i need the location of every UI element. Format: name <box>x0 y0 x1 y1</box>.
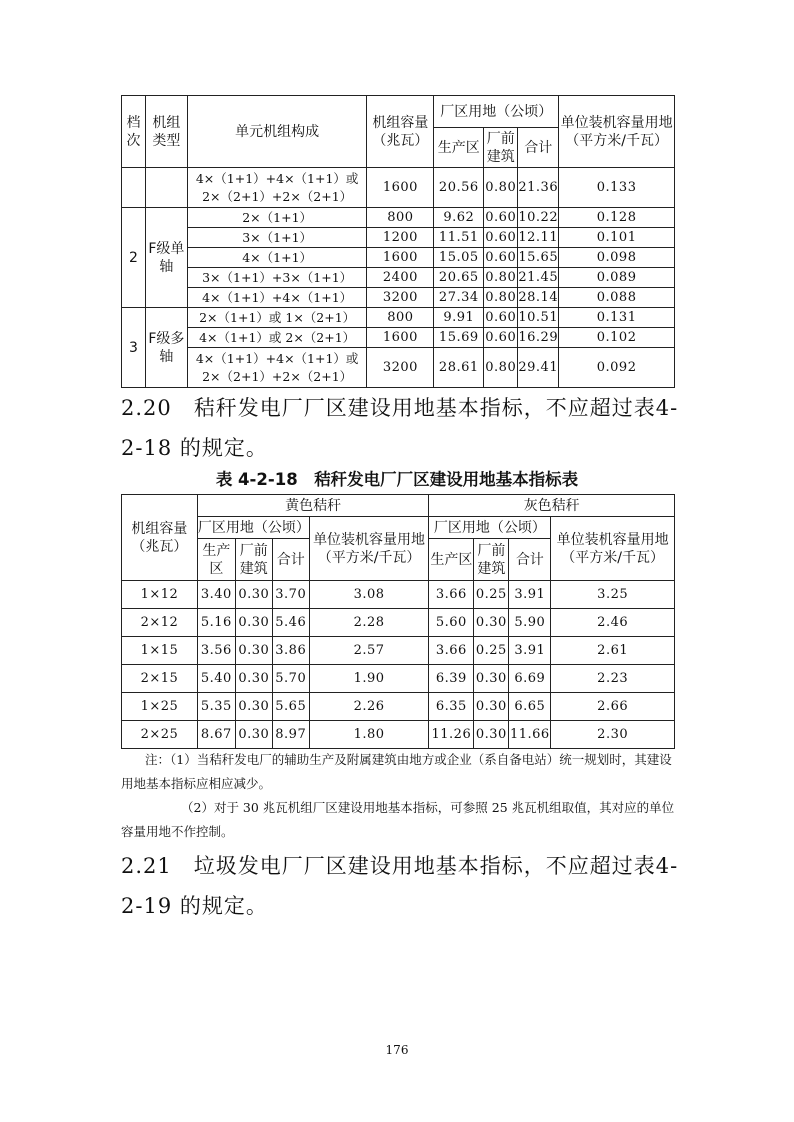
header-yellow-straw: 黄色秸秆 <box>197 495 429 517</box>
front-cell: 0.30 <box>474 609 509 637</box>
composition-cell: 4×（1+1） <box>187 248 367 268</box>
header-unit-type: 机组类型 <box>145 96 187 168</box>
unit-land-cell: 2.66 <box>551 693 675 721</box>
unit-land-cell: 0.102 <box>559 328 675 348</box>
unit-land-cell: 0.088 <box>559 288 675 308</box>
front-cell: 0.60 <box>484 228 518 248</box>
header-unit-land: 单位装机容量用地（平方米/千瓦） <box>559 96 675 168</box>
production-cell: 5.40 <box>197 665 235 693</box>
production-cell: 5.60 <box>429 609 474 637</box>
header-grade: 档次 <box>122 96 146 168</box>
table-row <box>122 248 675 268</box>
unit-land-cell: 2.57 <box>309 637 429 665</box>
capacity-cell: 1600 <box>367 248 434 268</box>
table-row <box>122 348 675 388</box>
total-cell: 21.36 <box>518 168 559 208</box>
total-cell: 21.45 <box>518 268 559 288</box>
capacity-cell: 2×12 <box>122 609 198 637</box>
table-note-1: 注：（1）当秸秆发电厂的辅助生产及附属建筑由地方或企业（系自备电站）统一规划时，其建设用地基本指标应相应减少。 <box>121 752 672 791</box>
production-cell: 27.34 <box>434 288 484 308</box>
table-row <box>122 168 675 208</box>
production-cell: 15.69 <box>434 328 484 348</box>
composition-cell: 3×（1+1）+3×（1+1） <box>187 268 367 288</box>
production-cell: 11.51 <box>434 228 484 248</box>
total-cell: 3.91 <box>509 581 551 609</box>
production-cell: 5.35 <box>197 693 235 721</box>
production-cell: 3.56 <box>197 637 235 665</box>
production-cell: 3.66 <box>429 581 474 609</box>
composition-cell: 4×（1+1）+4×（1+1）或 2×（2+1）+2×（2+1） <box>187 348 367 388</box>
total-cell: 29.41 <box>518 348 559 388</box>
power-plant-land-table <box>121 95 675 388</box>
header-total: 合计 <box>518 128 559 168</box>
production-cell: 5.16 <box>197 609 235 637</box>
table-row <box>122 308 675 328</box>
table-row <box>122 228 675 248</box>
capacity-cell: 1×15 <box>122 637 198 665</box>
table-row <box>122 609 675 637</box>
header-gray-straw: 灰色秸秆 <box>429 495 675 517</box>
front-cell: 0.30 <box>474 665 509 693</box>
production-cell: 3.40 <box>197 581 235 609</box>
capacity-cell: 2400 <box>367 268 434 288</box>
total-cell: 8.97 <box>272 721 309 749</box>
production-cell: 6.39 <box>429 665 474 693</box>
header-unit-land: 单位装机容量用地（平方米/千瓦） <box>309 517 429 581</box>
header-land: 厂区用地（公顷） <box>429 517 551 539</box>
production-cell: 3.66 <box>429 637 474 665</box>
composition-cell: 2×（1+1） <box>187 208 367 228</box>
total-cell: 28.14 <box>518 288 559 308</box>
total-cell: 3.91 <box>509 637 551 665</box>
table-row <box>122 581 675 609</box>
capacity-cell: 1×25 <box>122 693 198 721</box>
total-cell: 10.22 <box>518 208 559 228</box>
unit-land-cell: 0.098 <box>559 248 675 268</box>
front-cell: 0.30 <box>235 693 272 721</box>
type-cell: F级多轴 <box>145 308 187 388</box>
front-cell: 0.60 <box>484 328 518 348</box>
header-land: 厂区用地（公顷） <box>434 96 559 128</box>
table-row <box>122 693 675 721</box>
unit-land-cell: 0.133 <box>559 168 675 208</box>
production-cell: 8.67 <box>197 721 235 749</box>
header-capacity: 机组容量（兆瓦） <box>367 96 434 168</box>
unit-land-cell: 2.28 <box>309 609 429 637</box>
production-cell: 15.05 <box>434 248 484 268</box>
unit-land-cell: 2.23 <box>551 665 675 693</box>
unit-land-cell: 0.092 <box>559 348 675 388</box>
capacity-cell: 800 <box>367 308 434 328</box>
clause-2-20: 2.20 秸秆发电厂厂区建设用地基本指标，不应超过表4-2-18 的规定。 <box>121 396 679 460</box>
header-unit-land: 单位装机容量用地（平方米/千瓦） <box>551 517 675 581</box>
grade-cell: 2 <box>122 208 146 308</box>
front-cell: 0.30 <box>235 581 272 609</box>
table-caption: 表 4-2-18 秸秆发电厂厂区建设用地基本指标表 <box>215 470 579 489</box>
front-cell: 0.60 <box>484 208 518 228</box>
production-cell: 6.35 <box>429 693 474 721</box>
capacity-cell: 3200 <box>367 348 434 388</box>
total-cell: 5.65 <box>272 693 309 721</box>
front-cell: 0.80 <box>484 288 518 308</box>
composition-cell: 2×（1+1）或 1×（2+1） <box>187 308 367 328</box>
total-cell: 5.90 <box>509 609 551 637</box>
unit-land-cell: 3.25 <box>551 581 675 609</box>
unit-land-cell: 2.61 <box>551 637 675 665</box>
capacity-cell: 2×25 <box>122 721 198 749</box>
straw-plant-land-table <box>121 494 675 749</box>
front-cell: 0.30 <box>235 665 272 693</box>
front-cell: 0.80 <box>484 268 518 288</box>
total-cell: 5.70 <box>272 665 309 693</box>
header-production: 生产区 <box>429 539 474 581</box>
unit-land-cell: 2.46 <box>551 609 675 637</box>
front-cell: 0.30 <box>235 609 272 637</box>
unit-land-cell: 0.128 <box>559 208 675 228</box>
unit-land-cell: 3.08 <box>309 581 429 609</box>
capacity-cell: 3200 <box>367 288 434 308</box>
table-row <box>122 328 675 348</box>
total-cell: 10.51 <box>518 308 559 328</box>
unit-land-cell: 0.089 <box>559 268 675 288</box>
capacity-cell: 1600 <box>367 328 434 348</box>
capacity-cell: 1600 <box>367 168 434 208</box>
total-cell: 15.65 <box>518 248 559 268</box>
unit-land-cell: 2.26 <box>309 693 429 721</box>
header-production: 生产区 <box>197 539 235 581</box>
header-total: 合计 <box>509 539 551 581</box>
table-row <box>122 721 675 749</box>
clause-2-21: 2.21 垃圾发电厂厂区建设用地基本指标，不应超过表4-2-19 的规定。 <box>121 854 679 918</box>
composition-cell: 3×（1+1） <box>187 228 367 248</box>
composition-cell: 4×（1+1）+4×（1+1）或 2×（2+1）+2×（2+1） <box>187 168 367 208</box>
total-cell: 11.66 <box>509 721 551 749</box>
composition-cell: 4×（1+1）+4×（1+1） <box>187 288 367 308</box>
unit-land-cell: 0.101 <box>559 228 675 248</box>
header-front: 厂前建筑 <box>484 128 518 168</box>
header-composition: 单元机组构成 <box>187 96 367 168</box>
production-cell: 9.91 <box>434 308 484 328</box>
total-cell: 12.11 <box>518 228 559 248</box>
composition-cell: 4×（1+1）或 2×（2+1） <box>187 328 367 348</box>
header-total: 合计 <box>272 539 309 581</box>
total-cell: 3.70 <box>272 581 309 609</box>
front-cell: 0.30 <box>474 693 509 721</box>
grade-cell: 3 <box>122 308 146 388</box>
unit-land-cell: 1.90 <box>309 665 429 693</box>
front-cell: 0.25 <box>474 581 509 609</box>
total-cell: 16.29 <box>518 328 559 348</box>
production-cell: 28.61 <box>434 348 484 388</box>
front-cell: 0.80 <box>484 168 518 208</box>
front-cell: 0.30 <box>474 721 509 749</box>
front-cell: 0.80 <box>484 348 518 388</box>
total-cell: 3.86 <box>272 637 309 665</box>
front-cell: 0.30 <box>235 637 272 665</box>
capacity-cell: 1×12 <box>122 581 198 609</box>
table-row <box>122 665 675 693</box>
type-cell: F级单轴 <box>145 208 187 308</box>
front-cell: 0.30 <box>235 721 272 749</box>
front-cell: 0.25 <box>474 637 509 665</box>
table-row <box>122 637 675 665</box>
table-row <box>122 268 675 288</box>
front-cell: 0.60 <box>484 308 518 328</box>
unit-land-cell: 0.131 <box>559 308 675 328</box>
production-cell: 20.65 <box>434 268 484 288</box>
table-row <box>122 288 675 308</box>
table-note-2: （2）对于 30 兆瓦机组厂区建设用地基本指标，可参照 25 兆瓦机组取值，其对应的单位容量用地不作控制。 <box>121 800 675 839</box>
unit-land-cell: 1.80 <box>309 721 429 749</box>
total-cell: 5.46 <box>272 609 309 637</box>
unit-land-cell: 2.30 <box>551 721 675 749</box>
total-cell: 6.69 <box>509 665 551 693</box>
capacity-cell: 1200 <box>367 228 434 248</box>
header-land: 厂区用地（公顷） <box>197 517 309 539</box>
table-row <box>122 208 675 228</box>
production-cell: 9.62 <box>434 208 484 228</box>
front-cell: 0.60 <box>484 248 518 268</box>
page-number: 176 <box>385 1043 409 1057</box>
header-production: 生产区 <box>434 128 484 168</box>
header-front: 厂前建筑 <box>474 539 509 581</box>
header-front: 厂前建筑 <box>235 539 272 581</box>
capacity-cell: 2×15 <box>122 665 198 693</box>
capacity-cell: 800 <box>367 208 434 228</box>
header-capacity: 机组容量（兆瓦） <box>122 495 198 581</box>
production-cell: 20.56 <box>434 168 484 208</box>
total-cell: 6.65 <box>509 693 551 721</box>
production-cell: 11.26 <box>429 721 474 749</box>
